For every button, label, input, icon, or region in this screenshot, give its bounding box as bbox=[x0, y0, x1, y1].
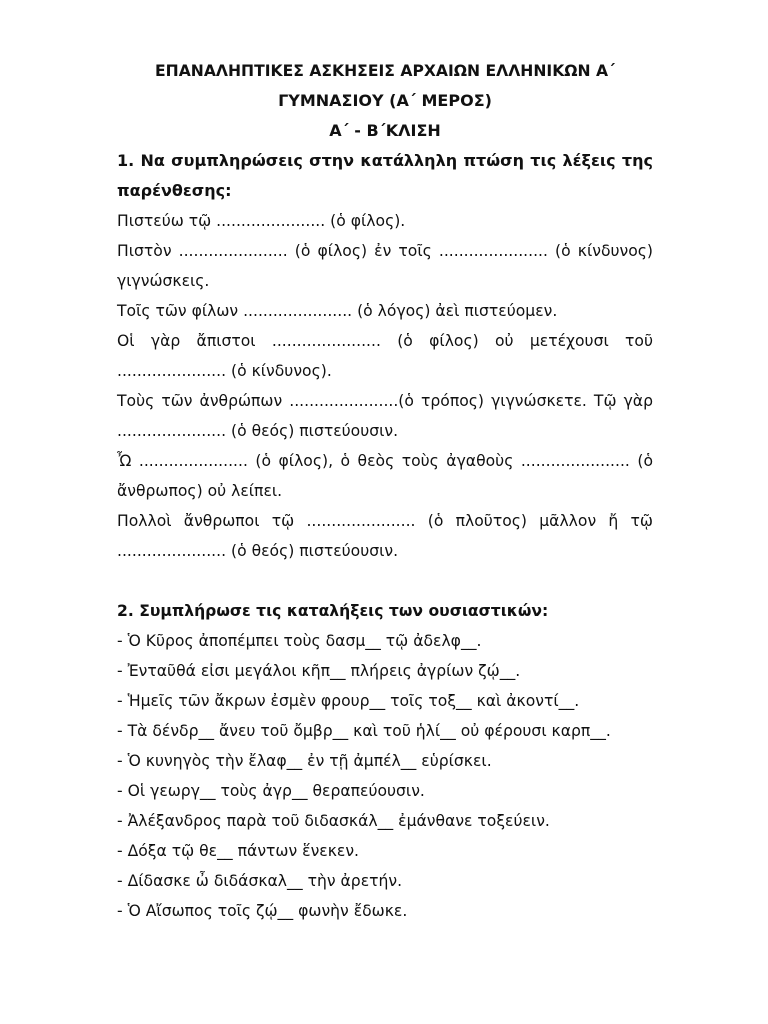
worksheet-page bbox=[117, 56, 653, 926]
exercise-1-sentence: Τοῖς τῶν φίλων ...................... (ὁ λόγος) ἀεὶ πιστεύομεν. bbox=[117, 302, 558, 320]
exercise-2-item: - Ἐνταῦθά εἰσι μεγάλοι κῆπ__ πλήρεις ἀγρίων ζῴ__. bbox=[117, 662, 521, 680]
page-title-line-2: ΓΥΜΝΑΣΙΟΥ (Α΄ ΜΕΡΟΣ) bbox=[278, 91, 492, 110]
exercise-2-item: - Δίδασκε ὦ διδάσκαλ__ τὴν ἀρετήν. bbox=[117, 872, 403, 890]
exercise-2-heading: 2. Συμπλήρωσε τις καταλήξεις των ουσιαστικών: bbox=[117, 602, 549, 620]
exercise-1-sentence: Πιστὸν ...................... (ὁ φίλος) ἐν τοῖς ...................... (ὁ κίνδυνος) γιγνώσκεις. bbox=[117, 242, 653, 290]
exercise-2-item: - Δόξα τῷ θε__ πάντων ἕνεκεν. bbox=[117, 842, 359, 860]
page-title-line-1: ΕΠΑΝΑΛΗΠΤΙΚΕΣ ΑΣΚΗΣΕΙΣ ΑΡΧΑΙΩΝ ΕΛΛΗΝΙΚΩΝ Α΄ bbox=[155, 62, 615, 80]
exercise-2-item: - Ὁ Αἴσωπος τοῖς ζῴ__ φωνὴν ἔδωκε. bbox=[117, 902, 408, 920]
exercise-1-sentence: Πιστεύω τῷ ...................... (ὁ φίλος). bbox=[117, 212, 406, 230]
exercise-1-sentence: Πολλοὶ ἄνθρωποι τῷ ...................... (ὁ πλοῦτος) μᾶλλον ἤ τῷ ...................... (ὁ θεός) πιστεύουσιν. bbox=[117, 512, 653, 560]
exercise-2-item: - Τὰ δένδρ__ ἄνευ τοῦ ὄμβρ__ καὶ τοῦ ἡλί__ οὐ φέρουσι καρπ__. bbox=[117, 722, 611, 740]
exercise-2-item: - Ἀλέξανδρος παρὰ τοῦ διδασκάλ__ ἐμάνθανε τοξεύειν. bbox=[117, 812, 550, 830]
exercise-2-item: - Οἱ γεωργ__ τοὺς ἀγρ__ θεραπεύουσιν. bbox=[117, 782, 425, 800]
exercise-1-sentence: Οἱ γὰρ ἄπιστοι ...................... (ὁ φίλος) οὐ μετέχουσι τοῦ ...................... (ὁ κίνδυνος). bbox=[117, 332, 653, 380]
page-subtitle: Α΄ - Β΄ΚΛΙΣΗ bbox=[329, 121, 441, 140]
exercise-2-item: - Ὁ κυνηγὸς τὴν ἔλαφ__ ἐν τῇ ἀμπέλ__ εὑρίσκει. bbox=[117, 752, 492, 770]
exercise-1-sentence: Τοὺς τῶν ἀνθρώπων ......................(ὁ τρόπος) γιγνώσκετε. Τῷ γὰρ ...................... (ὁ θεός) πιστεύουσιν. bbox=[117, 392, 653, 440]
exercise-2-item: - Ὁ Κῦρος ἀποπέμπει τοὺς δασμ__ τῷ ἀδελφ__. bbox=[117, 632, 482, 650]
exercise-1-sentence: Ὦ ...................... (ὁ φίλος), ὁ θεὸς τοὺς ἀγαθοὺς ...................... (ὁ ἄνθρωπος) οὐ λείπει. bbox=[117, 452, 653, 500]
exercise-2-item: - Ἡμεῖς τῶν ἄκρων ἐσμὲν φρουρ__ τοῖς τοξ__ καὶ ἀκοντί__. bbox=[117, 692, 580, 710]
exercise-1-heading: 1. Να συμπληρώσεις στην κατάλληλη πτώση τις λέξεις της παρένθεσης: bbox=[117, 151, 653, 200]
